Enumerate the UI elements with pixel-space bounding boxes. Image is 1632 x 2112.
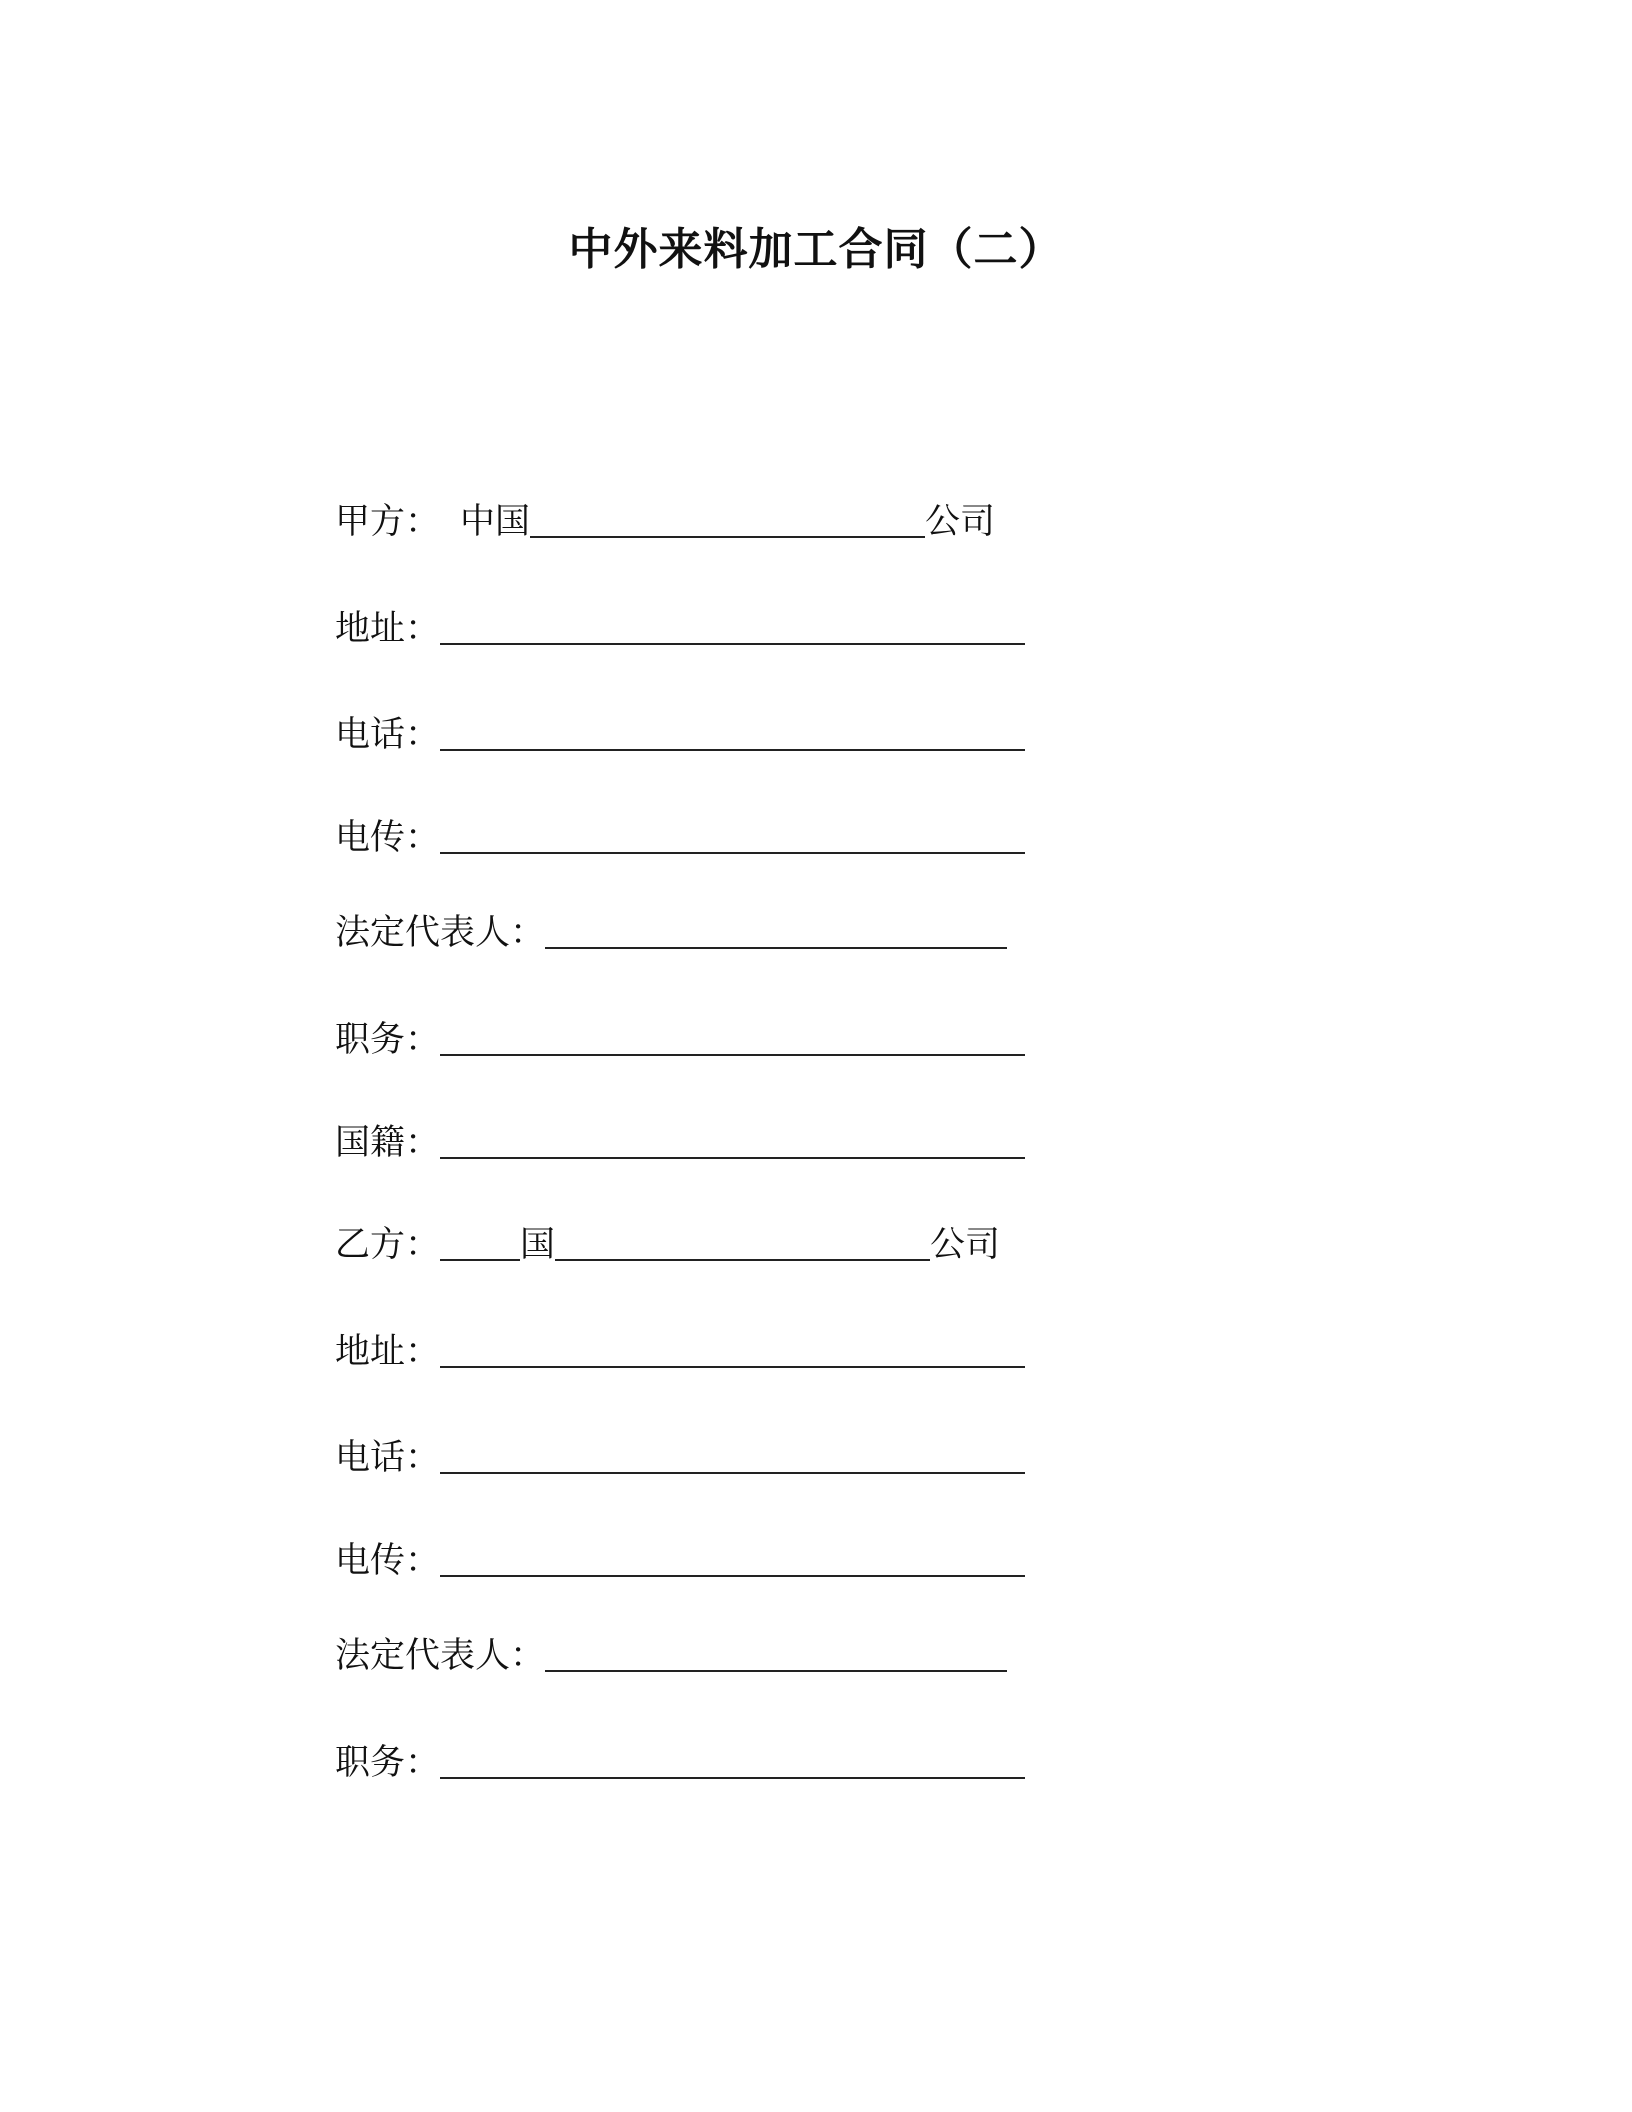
party-b-country-blank[interactable] (440, 1219, 520, 1261)
party-b-legal-rep-blank[interactable] (545, 1630, 1007, 1672)
party-b-name-blank[interactable] (555, 1219, 930, 1261)
party-b-fax-label: 电传： (335, 1541, 441, 1581)
party-a-legal-rep-blank[interactable] (545, 907, 1007, 949)
party-a-position-label: 职务： (335, 1020, 441, 1060)
party-a-position-blank[interactable] (440, 1014, 1025, 1056)
party-a-name-line (335, 496, 995, 544)
party-a-position-line (335, 1014, 1025, 1062)
party-b-legal-rep-line (335, 1630, 1007, 1678)
party-a-legal-rep-line (335, 907, 1007, 955)
party-b-address-blank[interactable] (440, 1326, 1025, 1368)
party-b-fax-line (335, 1535, 1025, 1583)
party-a-nationality-blank[interactable] (440, 1117, 1025, 1159)
party-b-phone-blank[interactable] (440, 1432, 1025, 1474)
party-b-phone-line (335, 1432, 1025, 1480)
party-b-address-line (335, 1326, 1025, 1374)
party-a-legal-rep-label: 法定代表人： (335, 913, 546, 953)
party-a-name-blank[interactable] (530, 496, 925, 538)
party-a-address-blank[interactable] (440, 603, 1025, 645)
party-b-position-label: 职务： (335, 1743, 441, 1783)
party-a-name-suffix: 公司 (925, 502, 996, 542)
party-b-name-line (335, 1219, 1000, 1267)
party-a-name-prefix: 中国 (460, 502, 531, 542)
party-b-phone-label: 电话： (335, 1438, 441, 1478)
party-b-address-label: 地址： (335, 1332, 441, 1372)
party-b-name-middle: 国 (520, 1225, 556, 1265)
party-b-position-blank[interactable] (440, 1737, 1025, 1779)
party-b-name-suffix: 公司 (930, 1225, 1001, 1265)
document-title: 中外来料加工合同（二） (568, 224, 1064, 275)
party-a-phone-label: 电话： (335, 715, 441, 755)
party-a-nationality-line (335, 1117, 1025, 1165)
party-a-fax-line (335, 812, 1025, 860)
party-a-nationality-label: 国籍： (335, 1123, 441, 1163)
party-b-label: 乙方： (335, 1225, 441, 1265)
party-a-phone-blank[interactable] (440, 709, 1025, 751)
party-a-fax-label: 电传： (335, 818, 441, 858)
party-a-fax-blank[interactable] (440, 812, 1025, 854)
party-a-address-line (335, 603, 1025, 651)
party-b-position-line (335, 1737, 1025, 1785)
party-b-legal-rep-label: 法定代表人： (335, 1636, 546, 1676)
party-a-address-label: 地址： (335, 609, 441, 649)
party-b-fax-blank[interactable] (440, 1535, 1025, 1577)
party-a-label: 甲方： (335, 502, 441, 542)
party-a-phone-line (335, 709, 1025, 757)
